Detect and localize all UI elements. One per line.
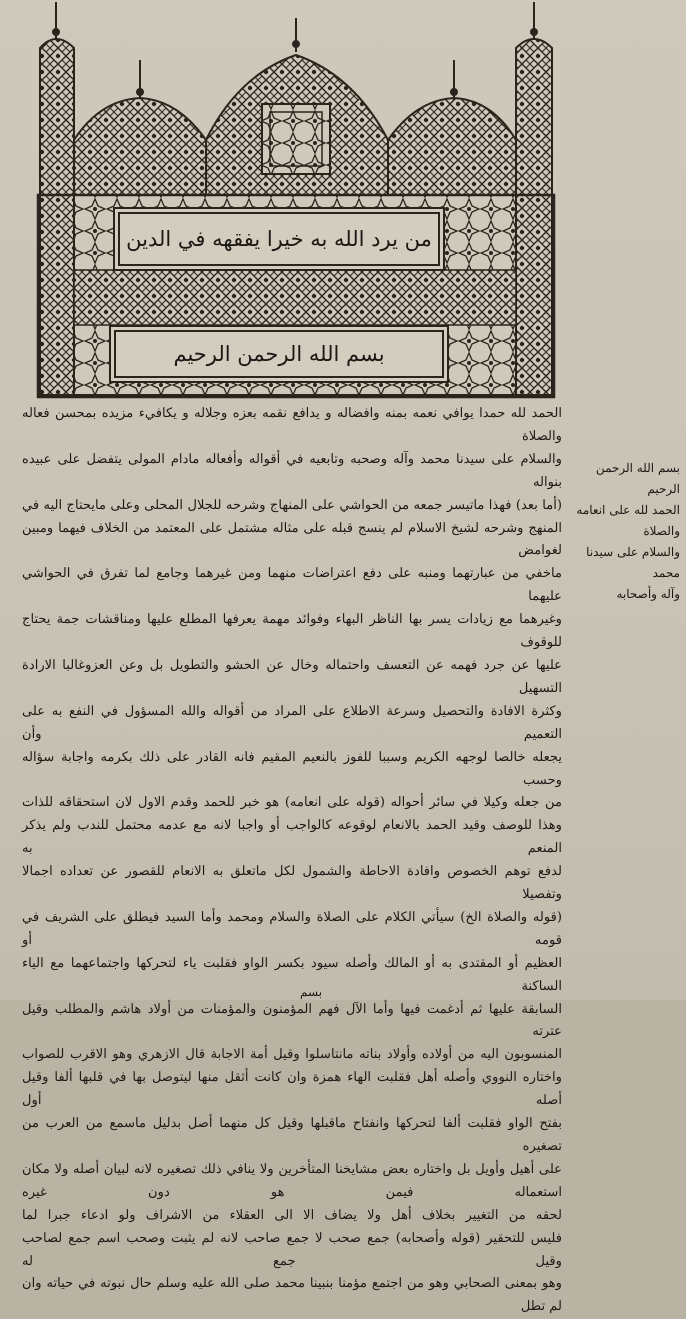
text-line: والسلام على سيدنا محمد وآله وصحبه وتابعيه في أقواله وأفعاله مادام المولى يتفضل على عبيده بنواله [22, 451, 562, 490]
text-line: ماخفي من عبارتهما ومنبه على دفع اعتراضات منهما ومن غيرهما وجامع لما تفرق في الحواشي عليهما [22, 566, 562, 605]
text-line: وكثرة الافادة والتحصيل وسرعة الاطلاع على المراد من أقواله والله المسؤول في النفع به على التعميم وأن [22, 703, 562, 742]
text-line: لدفع توهم الخصوص وافادة الاحاطة والشمول لكل ماتعلق به الانعام للقصور عن تعداده اجمالا وتفصيلا [22, 864, 562, 903]
text-line: وهذا للوصف وقيد الحمد بالانعام لوقوعه كالواجب أو واجبا لانه مع عدمه محتمل للندب ولم يذكر المنعم به [22, 818, 562, 857]
text-line: من جعله وكيلا في سائر أحواله (قوله على انعامه) هو خبر للحمد وقدم الاول لان استحقاقه للذات [22, 795, 562, 811]
text-line: السابقة عليها ثم أدغمت فيها وأما الآل فهم المؤمنون والمؤمنات من أولاد هاشم والمطلب وقيل عترته [22, 1001, 562, 1040]
margin-note [568, 458, 680, 605]
margin-note-line: وآله وأصحابه [616, 587, 680, 601]
text-line: يجعله خالصا لوجهه الكريم وسببا للفوز بالنعيم المقيم فانه القادر على ذلك بكرمه واجابة سؤاله وحسب [22, 749, 562, 788]
text-line: واختاره النووي وأصله أهل فقلبت الهاء همزة وان كانت أثقل منها ليتوصل بها في قلبها ألفا وقيل أصله أول [22, 1070, 562, 1109]
text-line: فليس للتحقير (قوله وأصحابه) جمع صحب لا جمع صاحب لانه لم يثبت وصحب اسم جمع لصاحب وقيل جمع له [22, 1230, 562, 1269]
basmala-banner-text: بسم الله الرحمن الرحيم [173, 342, 385, 366]
ornamental-header [18, 0, 560, 398]
margin-note-line: بسم الله الرحمن الرحيم [595, 461, 680, 496]
text-line: (قوله والصلاة الخ) سيأتي الكلام على الصلاة والسلام ومحمد وأما السيد فيطلق على الشريف في قومه أو [22, 909, 562, 948]
text-line: وهو بمعنى الصحابي وهو من اجتمع مؤمنا بنبينا محمد صلى الله عليه وسلم حال نبوته في حياته وان لم تطل [22, 1276, 562, 1315]
catchword: بسم [300, 985, 323, 999]
basmala-banner [114, 330, 444, 378]
margin-note-line: الحمد لله على انعامه والصلاة [576, 503, 680, 538]
text-line: العظيم أو المقتدى به أو المالك وأصله سيود بكسر الواو فقلبت ياء لتحركها واجتماعهما مع الياء الساكنة [22, 955, 562, 994]
margin-note-line: والسلام على سيدنا محمد [586, 545, 680, 580]
text-line: المنسوبون اليه من أولاده وأولاد بناته مانتاسلوا وقيل أمة الاجابة قال الازهري وهو الاقرب للصواب [22, 1047, 562, 1063]
text-line: عليها عن جرد فهمه عن التعسف واحتماله وخال عن الحشو والتطويل بل وعن العزوغالبا الارادة التسهيل [22, 657, 562, 696]
text-line: بفتح الواو فقلبت ألفا لتحركها وانفتاح ماقبلها وقيل كل منهما أصل بدليل ماسمع من العرب من تصغيره [22, 1116, 562, 1154]
text-line: لحقه من التغيير بخلاف أهل ولا يضاف الا الى العقلاء من الاشراف ولو ادعاء جبرا لما [22, 1207, 562, 1223]
text-line: (أما بعد) فهذا ماتيسر جمعه من الحواشي على المنهاج وشرحه للجلال المحلى وعلى مايحتاج اليه في [22, 497, 562, 513]
text-line: وغيرهما مع زيادات يسر بها الناظر البهاء وفوائد مهمة يعرفها المطلع عليها ومناقشات جمة يحتاج للوقوف [22, 612, 562, 651]
text-line: الحمد لله حمدا يوافي نعمه بمنه وافضاله و يدافع نقمه بعزه وجلاله و يكافيء مزيده بمحسن فعاله والصلاة [22, 406, 562, 444]
text-line: على أهيل وأويل بل واختاره بعض مشايخنا المتأخرين ولا ينافي ذلك تصغيره لانه لبيان أصله ولا مكان استعماله فيمن هو دون غيره [22, 1161, 562, 1200]
text-line: المنهج وشرحه لشيخ الاسلام لم ينسج قبله على مثاله مشتمل على المعتمد من الخلاف فيهما ومبين لغوامض [22, 520, 562, 559]
hadith-banner [118, 212, 440, 266]
hadith-banner-text: من يرد الله به خيرا يفقهه في الدين [126, 227, 432, 251]
